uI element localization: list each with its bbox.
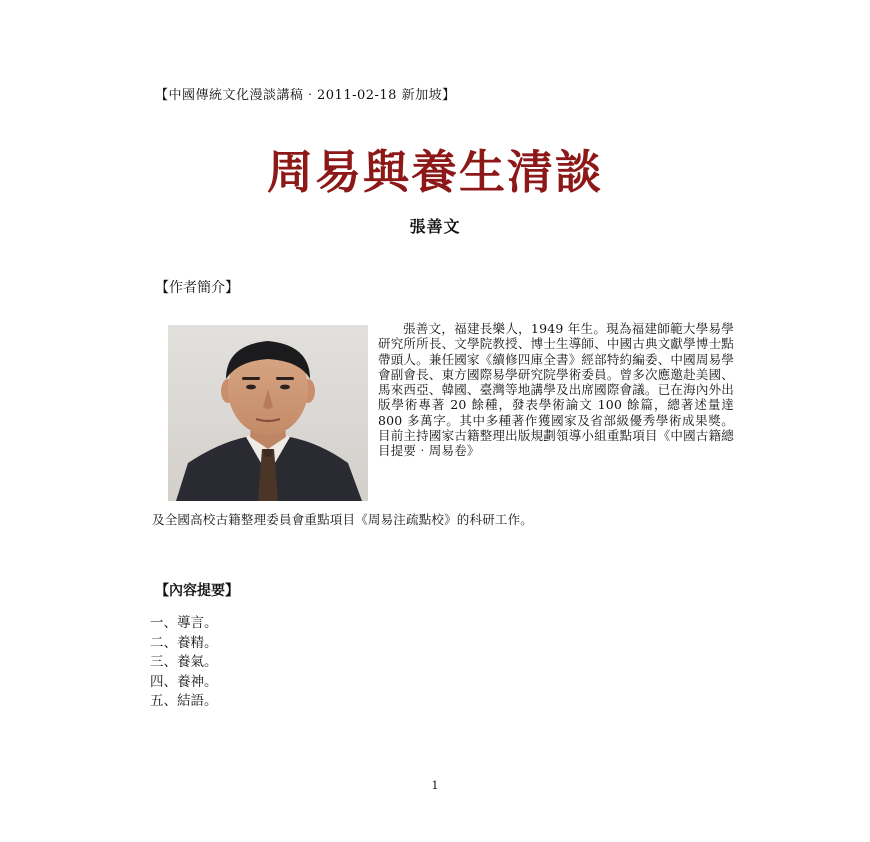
list-item: 一、導言。 [150, 615, 218, 631]
page-title: 周易與養生清談 [267, 145, 603, 199]
page-number: 1 [431, 779, 439, 792]
author-photo [168, 325, 368, 501]
contents-list [150, 614, 218, 712]
list-item: 五、結語。 [150, 693, 218, 709]
author-bio: 張善文，福建長樂人，1949 年生。現為福建師範大學易學研究所所長、文學院教授、博士生導師、中國古典文獻學博士點帶頭人。兼任國家《續修四庫全書》經部特約編委、中國周易學會副會長、東方國際易學研究院學術委員。曾多次應邀赴美國、馬來西亞、韓國、臺灣等地講學及出席國際會議。已在海內外出版學術專著 20 餘種，發表學術論文 100 餘篇，總著述量達 800 多萬字。其中多種著作獲國家及省部級優秀學術成果獎。目前主持國家古籍整理出版規劃領導小組重點項目《中國古籍總目提要‧周易卷》 [378, 321, 734, 459]
lecture-header: 【中國傳統文化漫談講稿‧2011-02-18 新加坡】 [155, 88, 456, 103]
author-name: 張善文 [409, 217, 461, 236]
list-item: 四、養神。 [150, 673, 218, 690]
author-portrait-image [168, 325, 368, 501]
author-intro-heading: 【作者簡介】 [155, 280, 239, 296]
author-bio-continued: 及全國高校古籍整理委員會重點項目《周易注疏點校》的科研工作。 [152, 512, 534, 527]
list-item: 二、養精。 [150, 634, 218, 651]
contents-heading: 【內容提要】 [155, 583, 239, 599]
list-item: 三、養氣。 [150, 654, 218, 670]
